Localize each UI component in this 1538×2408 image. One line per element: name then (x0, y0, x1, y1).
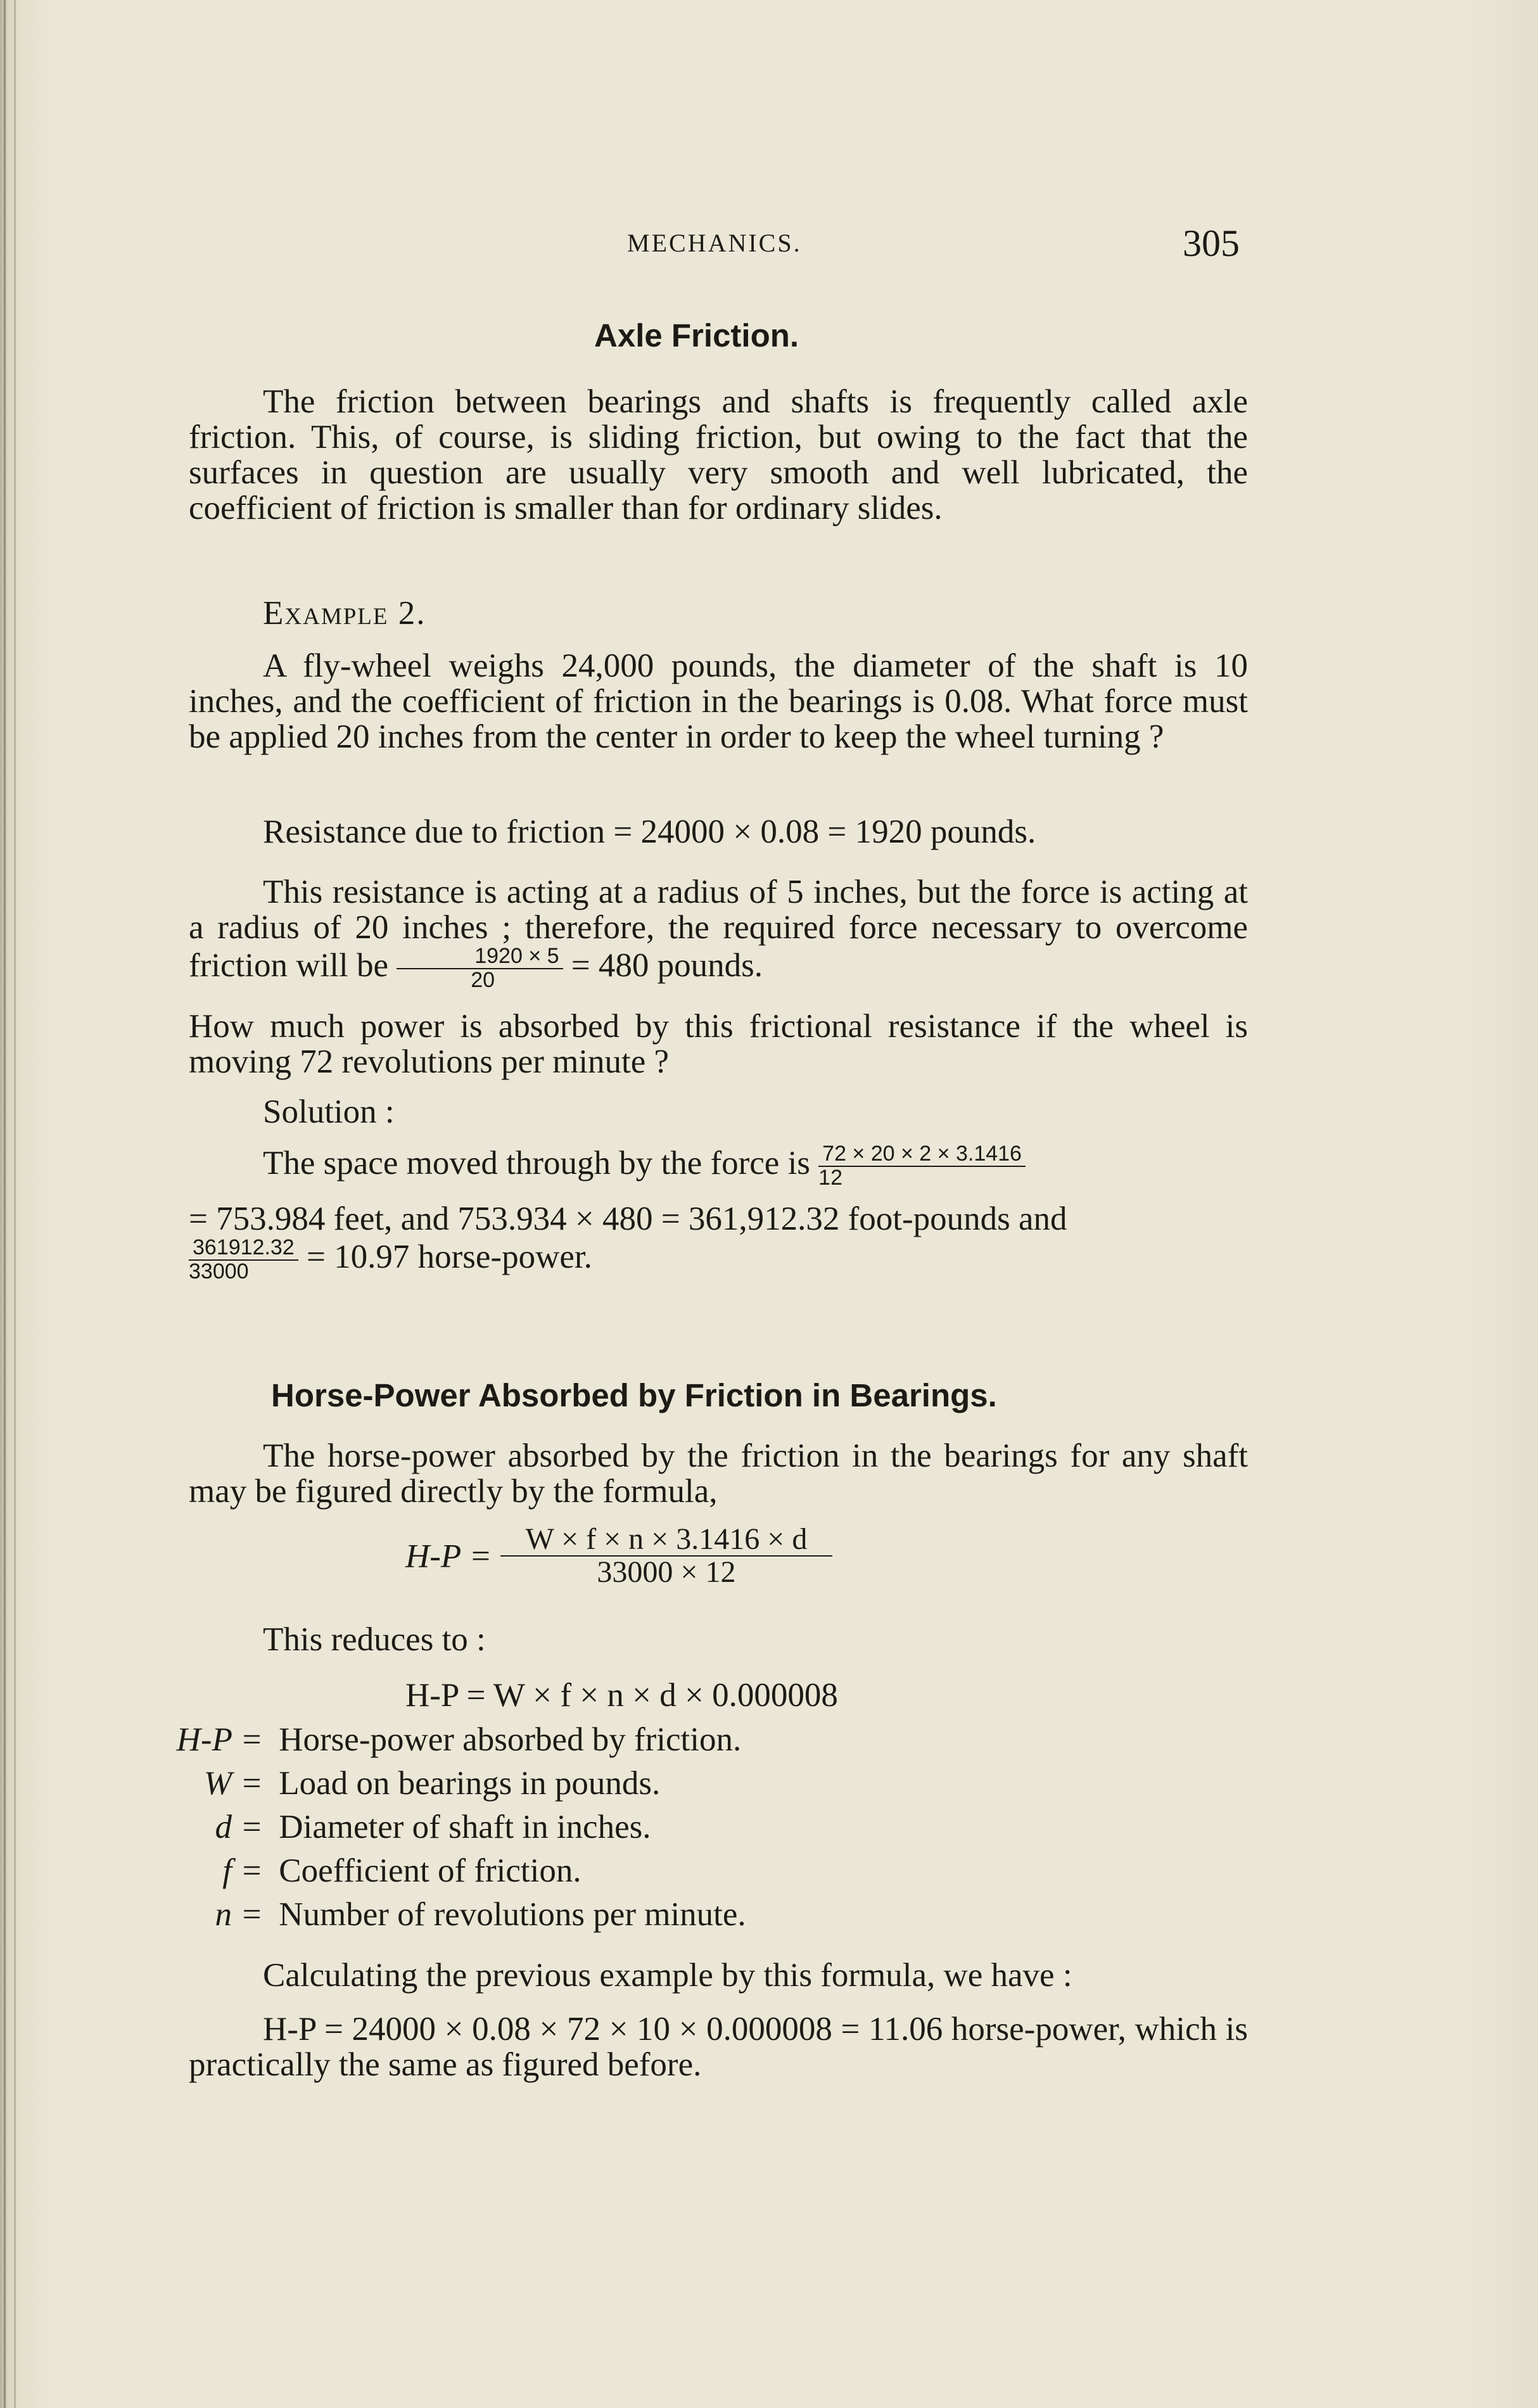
definition-meaning: Diameter of shaft in inches. (279, 1809, 651, 1845)
formula-fraction (500, 1524, 833, 1589)
fraction-numerator: 1920 × 5 (397, 945, 562, 969)
fraction-horsepower (189, 1237, 298, 1283)
definition-item (155, 1722, 741, 1757)
section-title-horse-power: Horse-Power Absorbed by Friction in Bearings. (271, 1377, 997, 1413)
calc-intro: Calculating the previous example by this formula, we have : (263, 1957, 1072, 1994)
force-result: = 480 pounds. (571, 946, 763, 984)
hp-formula (405, 1524, 832, 1589)
example-label: Example 2. (263, 595, 426, 632)
space-text: The space moved through by the force is (263, 1144, 810, 1182)
gutter-line (4, 0, 6, 2408)
fraction-force (397, 945, 562, 991)
definition-symbol: W = (203, 1765, 263, 1802)
definition-meaning: Coefficient of friction. (279, 1852, 582, 1889)
space-line (263, 1143, 1248, 1189)
radius-paragraph (189, 874, 1248, 991)
space-result: = 753.984 feet, and 753.934 × 480 = 361,912.32 foot-pounds and (189, 1201, 1067, 1237)
reduced-formula: H-P = W × f × n × d × 0.000008 (405, 1677, 838, 1714)
definition-item (155, 1809, 651, 1845)
definition-symbol: d = (215, 1809, 263, 1845)
definition-symbol: n = (215, 1896, 263, 1933)
definition-item (155, 1853, 582, 1889)
running-head: MECHANICS. (627, 229, 802, 257)
definition-symbol: f = (222, 1852, 263, 1889)
calc-result: H-P = 24000 × 0.08 × 72 × 10 × 0.000008 = 11.06 horse-power, which is practically the same as figured before. (189, 2011, 1248, 2083)
definition-meaning: Horse-power absorbed by friction. (279, 1721, 742, 1758)
fraction-denominator: 33000 (189, 1259, 249, 1284)
intro-paragraph: The friction between bearings and shafts is frequently called axle friction. This, of course, is sliding friction, but owing to the fact that the surfaces in question are usually very smooth and well lubricated, the coefficient of friction is smaller than for ordinary slides. (189, 383, 1248, 526)
solution-label: Solution : (263, 1093, 395, 1130)
definition-symbol: H-P = (176, 1721, 263, 1758)
fraction-denominator: 12 (818, 1165, 842, 1190)
example-paragraph: A fly-wheel weighs 24,000 pounds, the diameter of the shaft is 10 inches, and the coefficient of friction in the bearings is 0.08. What force must be applied 20 inches from the center in order to keep the wheel turning ? (189, 647, 1248, 755)
section-title-axle-friction: Axle Friction. (594, 317, 799, 354)
fraction-space (818, 1143, 1026, 1189)
hp-result: = 10.97 horse-power. (306, 1238, 592, 1275)
reduces-text: This reduces to : (263, 1621, 486, 1658)
hp-line (189, 1237, 1248, 1283)
resistance-equation: Resistance due to friction = 24000 × 0.08 = 1920 pounds. (263, 813, 1036, 850)
fraction-numerator: 361912.32 (189, 1237, 298, 1261)
definition-item (155, 1897, 746, 1932)
fraction-denominator: 20 (471, 967, 495, 992)
definition-meaning: Number of revolutions per minute. (279, 1896, 746, 1933)
formula-intro: The horse-power absorbed by the friction in the bearings for any shaft may be figured directly by the formula, (189, 1437, 1248, 1510)
definition-item (155, 1766, 660, 1801)
formula-lhs: H-P = (405, 1538, 492, 1575)
formula-denominator: 33000 × 12 (597, 1555, 736, 1589)
fraction-numerator: 72 × 20 × 2 × 3.1416 (818, 1143, 1026, 1167)
page-number: 305 (1183, 222, 1240, 264)
power-question: How much power is absorbed by this frictional resistance if the wheel is moving 72 revolutions per minute ? (189, 1008, 1248, 1080)
radius-text: This resistance is acting at a radius of 5 inches, but the force is acting at a radius of 20 inches ; therefore, the required force necessary to overcome friction will be (189, 874, 1248, 984)
gutter-line (14, 0, 16, 2408)
formula-numerator: W × f × n × 3.1416 × d (500, 1524, 833, 1557)
definition-meaning: Load on bearings in pounds. (279, 1765, 661, 1802)
